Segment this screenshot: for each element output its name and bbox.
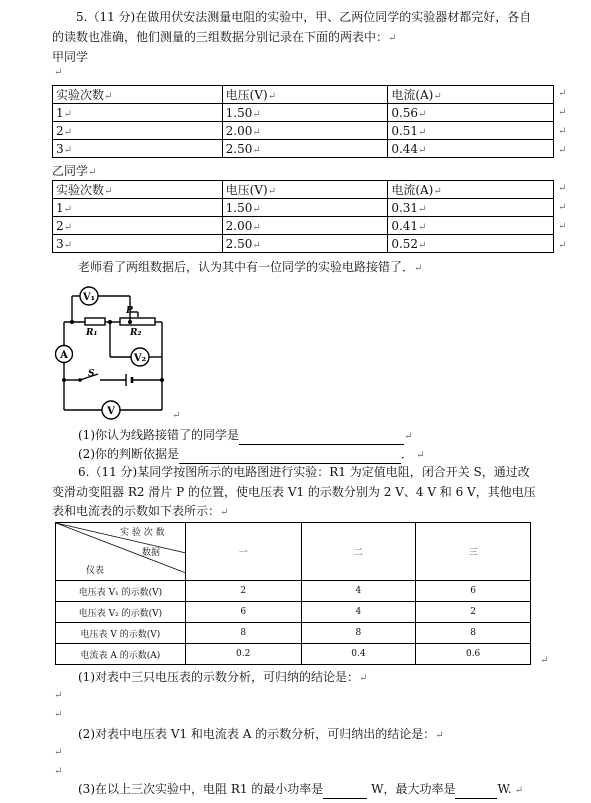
q5-sub1: (1)你认为线路接错了的同学是 ↵ xyxy=(78,427,412,445)
ammeter-label: A xyxy=(60,350,68,361)
junction-dot xyxy=(62,378,66,382)
circuit-diagram xyxy=(50,280,190,420)
table-row-label: 电压表 V 的示数(V) xyxy=(56,623,186,644)
table-cell: 8 xyxy=(185,623,301,644)
r1-label: R₁ xyxy=(86,328,98,338)
paragraph-mark-icon: ↵ xyxy=(558,202,567,213)
table-row xyxy=(53,199,554,217)
switch-s-label: S xyxy=(88,369,95,379)
paragraph-mark-icon: ↵ xyxy=(558,88,567,99)
table-row-label: 电流表 A 的示数(A) xyxy=(56,644,186,665)
paragraph-mark-icon: ↵ xyxy=(54,709,63,720)
table-cell: 2.50↵ xyxy=(222,235,388,253)
q6-line3: 表和电流表的示数如下表所示：↵ xyxy=(52,504,229,518)
q6-sub3: (3)在以上三次实验中，电阻 R1 的最小功率是 W，最大功率是 W. ↵ xyxy=(78,781,523,799)
table-cell: 0.56↵ xyxy=(388,104,554,122)
r2-label: R₂ xyxy=(130,328,142,338)
q6-sub2: (2)对表中电压表 V1 和电流表 A 的示数分析，可归纳出的结论是：↵ xyxy=(78,727,444,741)
q5-line2-text: 的读数也准确，他们测量的三组数据分别记录在下面的两表中： xyxy=(52,30,389,44)
q6-line1: 6.（11 分)某同学按图所示的电路图进行实验：R1 为定值电阻，闭合开关 S，通过改 xyxy=(78,465,530,479)
answer-blank-min-power[interactable] xyxy=(323,784,367,799)
answer-blank-max-power[interactable] xyxy=(455,784,497,799)
table-cell: 2 xyxy=(185,581,301,602)
switch-contact xyxy=(78,378,82,382)
table-row-label: 电压表 V₁ 的示数(V) xyxy=(56,581,186,602)
table-cell: 3↵ xyxy=(53,140,223,158)
paragraph-mark-icon: ↵ xyxy=(540,655,549,666)
table-cell: 2 xyxy=(416,602,531,623)
table-cell: 0.44↵ xyxy=(388,140,554,158)
paragraph-mark-icon: ↵ xyxy=(558,221,567,232)
q6-sub1: (1)对表中三只电压表的示数分析，可归纳的结论是：↵ xyxy=(78,670,368,684)
table-header-cell: 电流(A)↵ xyxy=(388,181,554,199)
table-row xyxy=(56,644,531,665)
table-cell: 0.52↵ xyxy=(388,235,554,253)
table-cell: 2.00↵ xyxy=(222,217,388,235)
v-label: V xyxy=(107,406,115,417)
table-header-cell: 二 xyxy=(301,523,416,581)
paragraph-mark-icon: ↵ xyxy=(558,145,567,156)
table-cell: 1↵ xyxy=(53,199,223,217)
table-header-cell: 三 xyxy=(416,523,531,581)
junction-dot xyxy=(108,320,112,324)
table-row xyxy=(53,122,554,140)
table-cell: 2↵ xyxy=(53,122,223,140)
table-row xyxy=(53,235,554,253)
paragraph-mark-icon: ↵ xyxy=(54,766,63,777)
paragraph-mark-icon: ↵ xyxy=(558,183,567,194)
paragraph-mark-icon: ↵ xyxy=(558,240,567,251)
v1-label: V₁ xyxy=(82,292,96,303)
q5-table-b xyxy=(52,180,554,253)
table-cell: 1.50↵ xyxy=(222,104,388,122)
table-cell: 6 xyxy=(416,581,531,602)
table-row-label: 电压表 V₂ 的示数(V) xyxy=(56,602,186,623)
table-cell: 0.2 xyxy=(185,644,301,665)
table-header-cell: 电流(A)↵ xyxy=(388,86,554,104)
table-cell: 8 xyxy=(416,623,531,644)
table-row xyxy=(56,623,531,644)
table-cell: 0.4 xyxy=(301,644,416,665)
q6-data-table xyxy=(55,522,531,665)
table-cell: 1.50↵ xyxy=(222,199,388,217)
q5-line2 xyxy=(52,29,396,47)
slider-p-label: P xyxy=(126,306,133,316)
table-row xyxy=(56,602,531,623)
paragraph-mark-icon: ↵ xyxy=(558,126,567,137)
table-cell: 1↵ xyxy=(53,104,223,122)
table-row xyxy=(53,140,554,158)
q5-label-b: 乙同学↵ xyxy=(52,164,97,178)
table-cell: 2.50↵ xyxy=(222,140,388,158)
table-diagonal-header xyxy=(56,523,186,581)
paragraph-mark-icon: ↵ xyxy=(54,747,63,758)
v2-label: V₂ xyxy=(133,353,147,364)
q5-teacher-line: 老师看了两组数据后，认为其中有一位同学的实验电路接错了．↵ xyxy=(78,260,423,274)
answer-blank[interactable] xyxy=(239,430,404,445)
table-header-cell: 电压(V)↵ xyxy=(222,181,388,199)
table-cell: 0.51↵ xyxy=(388,122,554,140)
table-header-row xyxy=(53,181,554,199)
table-cell: 8 xyxy=(301,623,416,644)
table-cell: 0.41↵ xyxy=(388,217,554,235)
q5-line1: 5.（11 分)在做用伏安法测量电阻的实验中，甲、乙两位同学的实验器材都完好，各自 xyxy=(76,10,532,24)
q5-label-a: 甲同学 xyxy=(52,50,89,64)
table-cell: 4 xyxy=(301,581,416,602)
table-header-row xyxy=(56,523,531,581)
answer-blank[interactable] xyxy=(179,449,401,464)
table-cell: 3↵ xyxy=(53,235,223,253)
junction-dot xyxy=(70,320,74,324)
diag-header-bottom: 仪表 xyxy=(86,566,105,576)
paragraph-mark-icon: ↵ xyxy=(388,33,397,44)
table-header-cell: 电压(V)↵ xyxy=(222,86,388,104)
q5-table-a xyxy=(52,85,554,158)
paragraph-mark-icon: ↵ xyxy=(54,67,63,78)
table-cell: 2.00↵ xyxy=(222,122,388,140)
table-row xyxy=(53,104,554,122)
table-row xyxy=(53,217,554,235)
paragraph-mark-icon: ↵ xyxy=(54,690,63,701)
table-cell: 4 xyxy=(301,602,416,623)
table-cell: 0.6 xyxy=(416,644,531,665)
table-cell: 0.31↵ xyxy=(388,199,554,217)
diag-header-top: 实 验 次 数 xyxy=(120,528,165,538)
q5-sub2: (2)你的判断依据是 ． ↵ xyxy=(78,446,425,464)
junction-dot xyxy=(128,320,132,324)
diag-header-mid: 数据 xyxy=(142,548,161,558)
table-cell: 2↵ xyxy=(53,217,223,235)
junction-dot xyxy=(160,378,164,382)
table-cell: 6 xyxy=(185,602,301,623)
table-header-cell: 一 xyxy=(185,523,301,581)
table-header-row xyxy=(53,86,554,104)
paragraph-mark-icon: ↵ xyxy=(558,107,567,118)
paragraph-mark-icon: ↵ xyxy=(172,410,181,421)
table-row xyxy=(56,581,531,602)
q6-line2: 变滑动变阻器 R2 滑片 P 的位置，使电压表 V1 的示数分别为 2 V、4 V 和 6 V，其他电压 xyxy=(52,485,536,499)
table-header-cell: 实验次数↵ xyxy=(53,181,223,199)
table-header-cell: 实验次数↵ xyxy=(53,86,223,104)
